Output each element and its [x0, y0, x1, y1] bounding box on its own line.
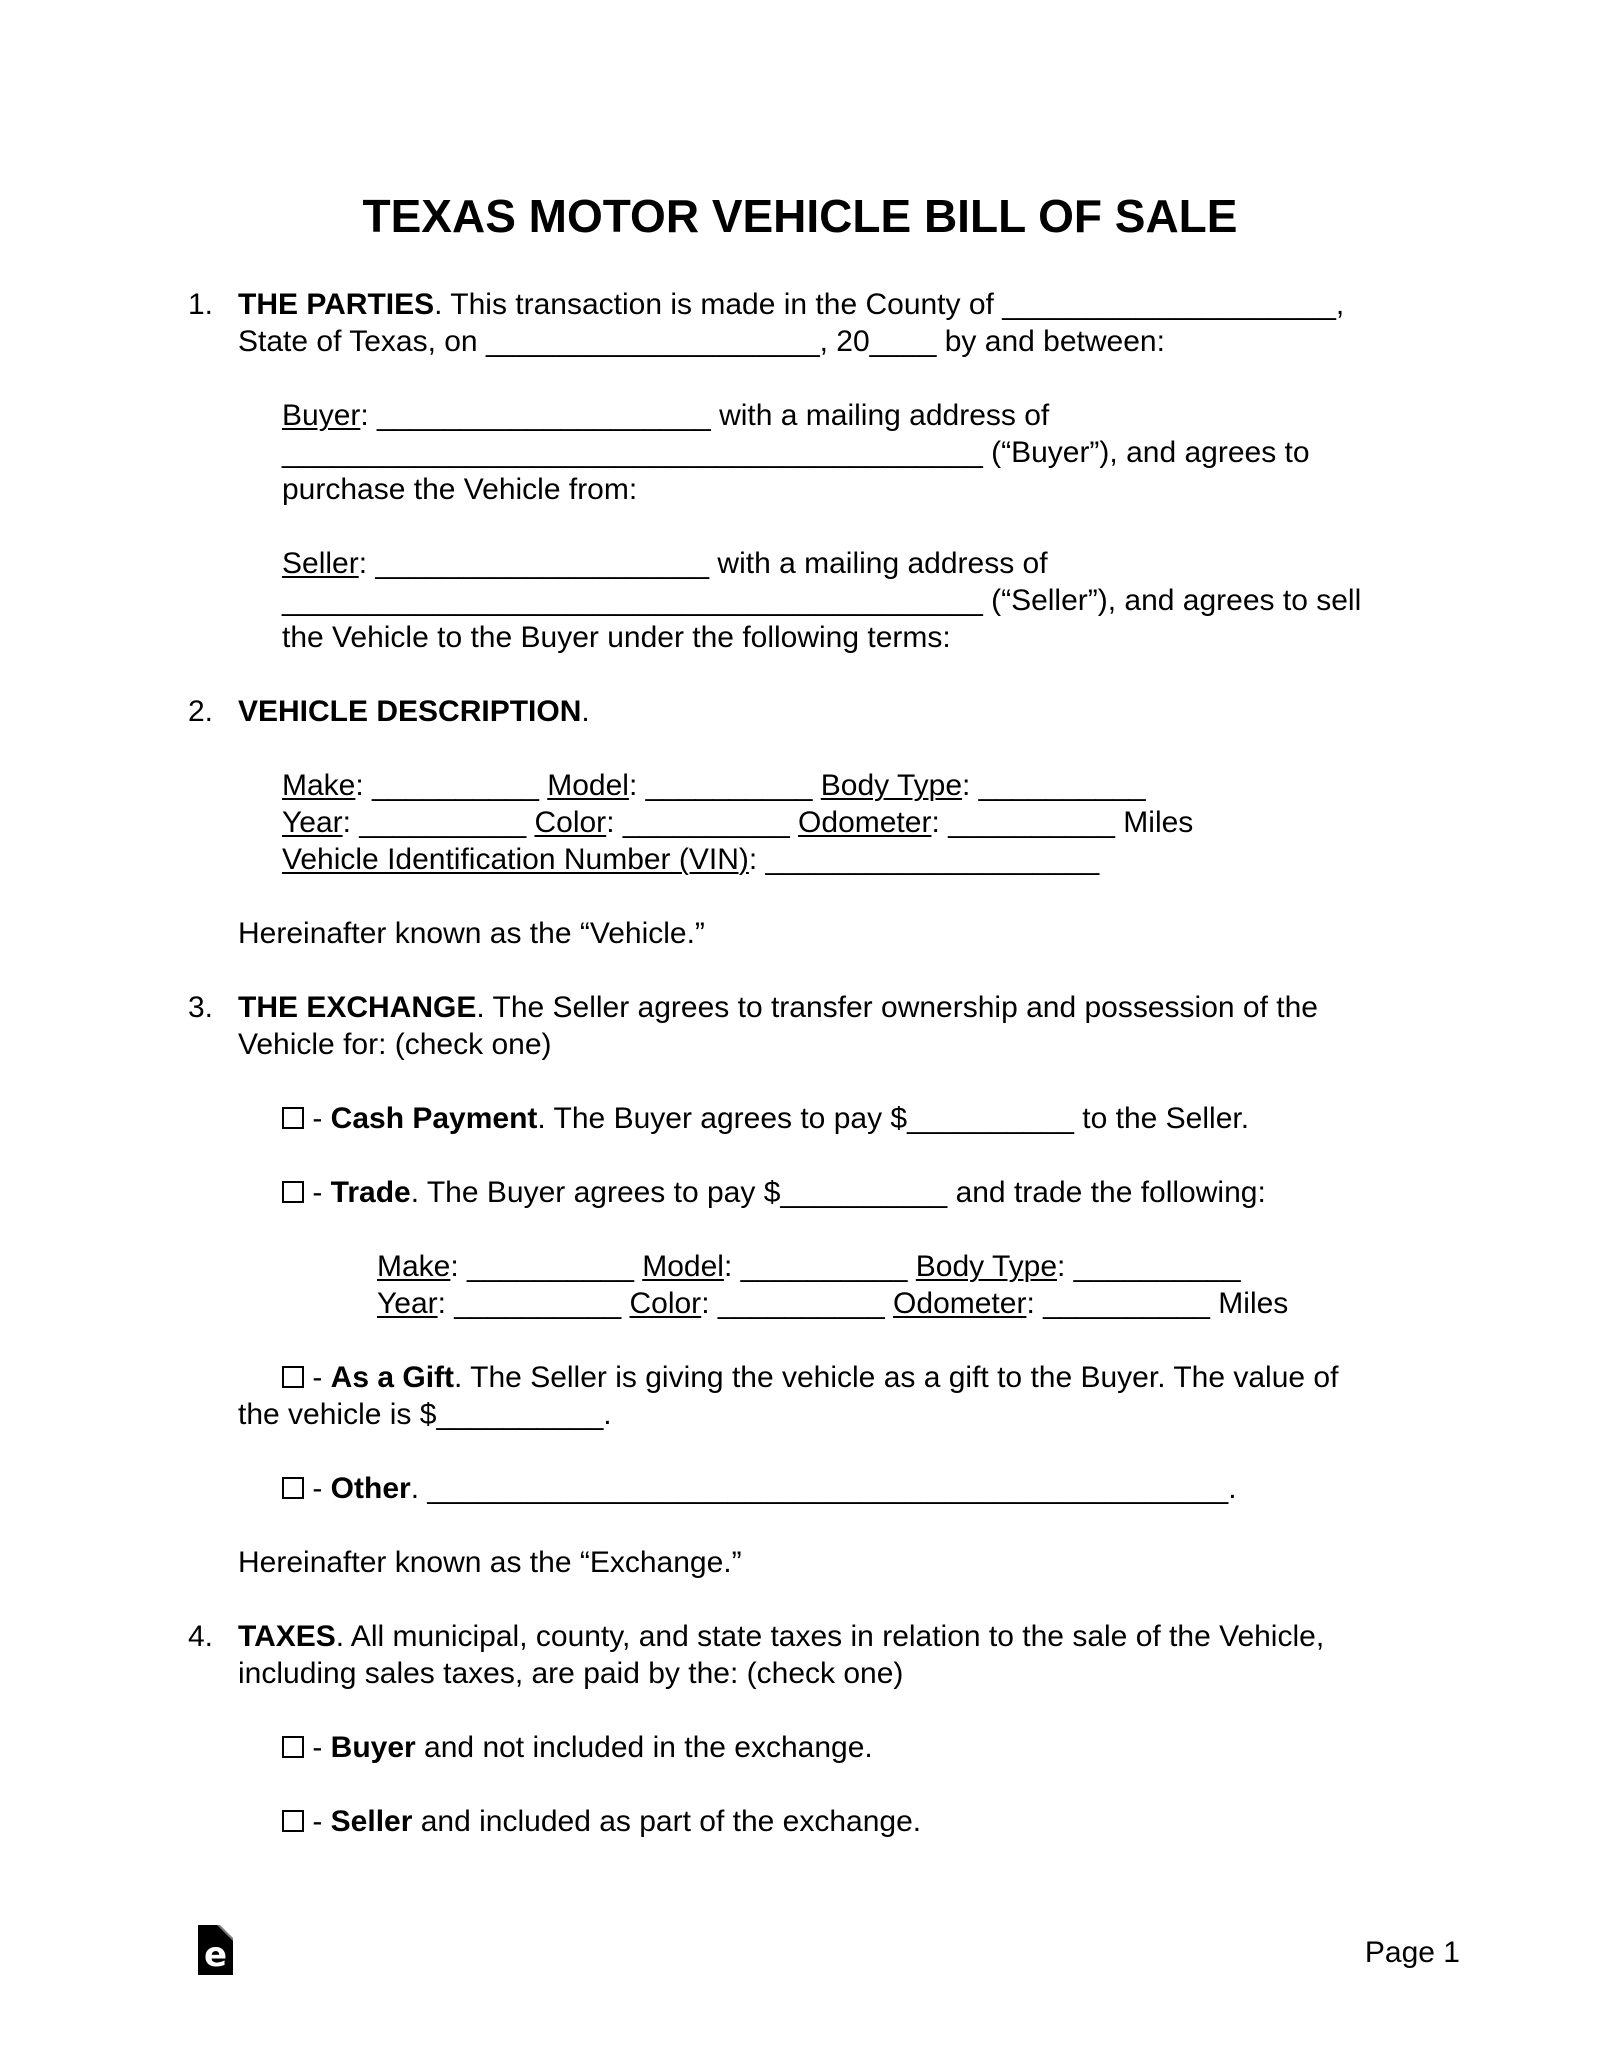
- text-run: : __________: [628, 769, 821, 802]
- text-run: Hereinafter known as the “Vehicle.”: [238, 917, 705, 950]
- item-text: [238, 286, 1412, 360]
- field-label: Buyer: [282, 399, 361, 432]
- page-title: TEXAS MOTOR VEHICLE BILL OF SALE: [362, 190, 1238, 242]
- text-run: including sales taxes, are paid by the: (check one): [238, 1657, 904, 1690]
- section-3-the-exchange: [188, 989, 1412, 1063]
- document-body: [188, 286, 1412, 1840]
- text-run: : __________: [723, 1250, 916, 1283]
- text-run: and not included in the exchange.: [415, 1731, 873, 1764]
- field-label: Year: [377, 1287, 438, 1320]
- field-label: Make: [282, 769, 356, 802]
- option-other: [238, 1470, 1412, 1507]
- text-run: .: [581, 695, 590, 728]
- text-run: Buyer: [330, 1731, 416, 1764]
- logo-letter: e: [203, 1934, 228, 1975]
- checkbox-icon[interactable]: [282, 1181, 304, 1203]
- page-number: Page 1: [1364, 1936, 1460, 1969]
- item-text: [238, 989, 1412, 1063]
- checkbox-icon[interactable]: [282, 1477, 304, 1499]
- field-label: Odometer: [893, 1287, 1027, 1320]
- field-label: Body Type: [915, 1250, 1058, 1283]
- text-run: . All municipal, county, and state taxes in relation to the sale of the Vehicle,: [335, 1620, 1325, 1653]
- checkbox-icon[interactable]: [282, 1736, 304, 1758]
- text-run: . The Seller is giving the vehicle as a gift to the Buyer. The value of: [454, 1361, 1339, 1394]
- field-label: Year: [282, 806, 343, 839]
- text-run: Cash Payment: [330, 1102, 538, 1135]
- text-run: Seller: [330, 1805, 413, 1838]
- text-run: . The Buyer agrees to pay $__________ to the Seller.: [537, 1102, 1250, 1135]
- field-label: Color: [629, 1287, 702, 1320]
- text-run: purchase the Vehicle from:: [282, 473, 638, 506]
- seller-paragraph: [282, 545, 1412, 656]
- item-text: [238, 693, 1412, 730]
- text-run: : __________: [437, 1287, 630, 1320]
- item-number: 2.: [188, 695, 214, 728]
- text-run: THE EXCHANGE: [238, 991, 477, 1024]
- text-run: . This transaction is made in the County of ____________________,: [434, 288, 1345, 321]
- text-run: the vehicle is $__________.: [238, 1398, 612, 1431]
- text-run: : __________: [962, 769, 1146, 802]
- text-run: __________________________________________ (“Buyer”), and agrees to: [282, 436, 1310, 469]
- exchange-hereinafter-note: [238, 1544, 1412, 1581]
- text-run: -: [304, 1102, 331, 1135]
- field-label: Model: [547, 769, 629, 802]
- item-text: [238, 1618, 1412, 1692]
- field-label: Seller: [282, 547, 359, 580]
- option-cash-payment: [238, 1100, 1412, 1137]
- field-label: Model: [642, 1250, 724, 1283]
- text-run: . The Buyer agrees to pay $__________ and trade the following:: [410, 1176, 1266, 1209]
- field-label: Color: [534, 806, 607, 839]
- checkbox-icon[interactable]: [282, 1810, 304, 1832]
- text-run: __________________________________________ (“Seller”), and agrees to sell: [282, 584, 1362, 617]
- text-run: : __________: [606, 806, 799, 839]
- text-run: TAXES: [238, 1620, 336, 1653]
- text-run: : ____________________ with a mailing address of: [358, 547, 1048, 580]
- option-as-a-gift: [238, 1359, 1412, 1433]
- option-taxes-buyer: [238, 1729, 1412, 1766]
- text-run: : ____________________: [748, 843, 1100, 876]
- field-label: Make: [377, 1250, 451, 1283]
- text-run: -: [304, 1472, 331, 1505]
- text-run: THE PARTIES: [238, 288, 435, 321]
- item-number: 4.: [188, 1620, 214, 1653]
- text-run: State of Texas, on ____________________, 20____ by and between:: [238, 325, 1165, 358]
- option-trade: [238, 1174, 1412, 1211]
- checkbox-icon[interactable]: [282, 1107, 304, 1129]
- eforms-logo-icon: [198, 1925, 233, 1975]
- item-number: 1.: [188, 288, 214, 321]
- section-2-vehicle-description: [188, 693, 1412, 730]
- trade-vehicle-fields: [377, 1248, 1412, 1322]
- section-1-the-parties: [188, 286, 1412, 360]
- item-number: 3.: [188, 991, 214, 1024]
- text-run: . The Seller agrees to transfer ownership and possession of the: [476, 991, 1318, 1024]
- text-run: the Vehicle to the Buyer under the following terms:: [282, 621, 951, 654]
- text-run: Other: [330, 1472, 411, 1505]
- buyer-paragraph: [282, 397, 1412, 508]
- text-run: and included as part of the exchange.: [412, 1805, 922, 1838]
- checkbox-icon[interactable]: [282, 1366, 304, 1388]
- field-label: Body Type: [820, 769, 963, 802]
- text-run: VEHICLE DESCRIPTION: [238, 695, 582, 728]
- section-4-taxes: [188, 1618, 1412, 1692]
- text-run: : __________: [1057, 1250, 1241, 1283]
- text-run: -: [304, 1731, 331, 1764]
- text-run: -: [304, 1805, 331, 1838]
- field-label: Vehicle Identification Number (VIN): [282, 843, 749, 876]
- option-taxes-seller: [238, 1803, 1412, 1840]
- field-label: Odometer: [798, 806, 932, 839]
- text-run: Trade: [330, 1176, 411, 1209]
- text-run: As a Gift: [330, 1361, 455, 1394]
- text-run: Hereinafter known as the “Exchange.”: [238, 1546, 742, 1579]
- text-run: -: [304, 1361, 331, 1394]
- text-run: : __________ Miles: [1026, 1287, 1289, 1320]
- vehicle-hereinafter-note: [238, 915, 1412, 952]
- text-run: : __________: [342, 806, 535, 839]
- text-run: : __________: [701, 1287, 894, 1320]
- text-run: -: [304, 1176, 331, 1209]
- text-run: : __________: [450, 1250, 643, 1283]
- text-run: . ________________________________________________.: [410, 1472, 1237, 1505]
- text-run: : __________ Miles: [931, 806, 1194, 839]
- text-run: : __________: [355, 769, 548, 802]
- text-run: : ____________________ with a mailing address of: [360, 399, 1050, 432]
- vehicle-description-fields: [282, 767, 1412, 878]
- text-run: Vehicle for: (check one): [238, 1028, 552, 1061]
